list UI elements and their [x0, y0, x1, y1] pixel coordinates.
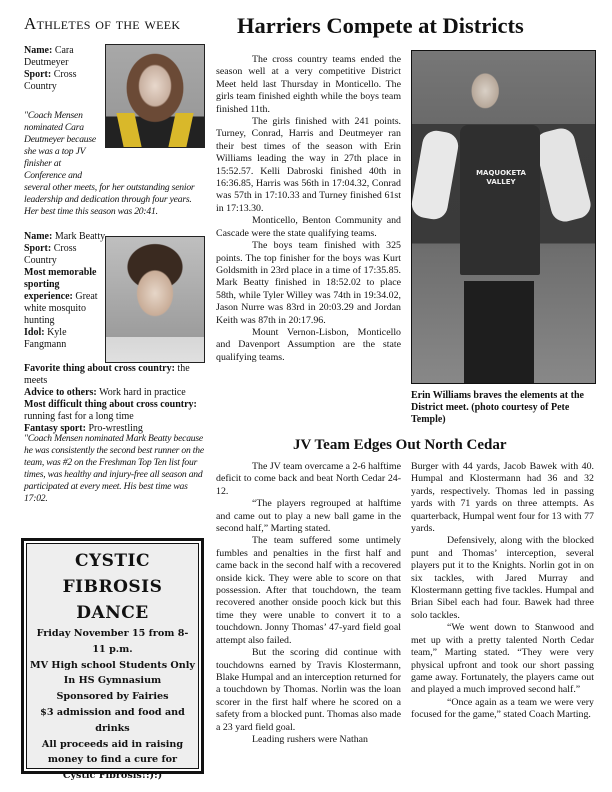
- article-paragraph: The boys team finished with 325 points. The top finisher for the boys was Kurt Goldsmith in 23rd place in a time of 17:35.85. Mark Beatty finished in 18:52.02 to place 58th, while Tyler Willey was 74th in 19:34.02, Jason Nurre was 83rd in 20:03.29 and Jordan Keith was 87th in 20:17.96.: [216, 240, 401, 326]
- athlete-sport: Cross Country: [24, 69, 77, 92]
- ad-line: All proceeds aid in raising money to find a cure for Cystic Fibrosis!:):): [41, 738, 184, 782]
- cystic-fibrosis-dance-ad: [21, 538, 204, 782]
- ad-body: [27, 626, 198, 784]
- cara-deutmeyer-photo: [105, 44, 205, 148]
- ad-inner-frame: [26, 543, 199, 782]
- favorite-label: Favorite thing about cross country:: [24, 363, 175, 374]
- photo-detail: [168, 113, 193, 147]
- mark-extra-info: [24, 363, 214, 435]
- article-paragraph: “We went down to Stanwood and met up with a pretty talented North Cedar team,” Marting stated. “They were very physical upfront and took our short passing game away. Fortunately, the players came out and played a much improved second half.”: [411, 622, 594, 696]
- article-paragraph: Leading rushers were Nathan: [252, 733, 368, 745]
- photo-detail: [464, 281, 534, 383]
- article-paragraph: Mount Vernon-Lisbon, Monticello and Davenport Assumption are the state qualifying teams.: [216, 326, 401, 363]
- article-paragraph: But the scoring did continue with touchdowns earned by Travis Klostermann, Blake Humpal and an interception returned for a touchdown by Thomas. Norlin was the loan scorer in the first half where he scored on a safety from a blocked punt. Thomas also made a 23 yard field goal.: [216, 647, 401, 733]
- fantasy-label: Fantasy sport:: [24, 423, 86, 434]
- sport-label: Sport:: [24, 243, 52, 254]
- photo-detail: [460, 125, 540, 275]
- photo-detail: [532, 126, 593, 225]
- mark-nomination-quote: "Coach Mensen nominated Mark Beatty because he was consistently the second best runner on the team, was #2 on the Freshman Top Ten list four times, was healthy and injury-free all season and participated at every meet. His best time was 17:02.: [24, 433, 204, 504]
- article-paragraph: The girls finished with 241 points. Turney, Conrad, Harris and Deutmeyer ran their best times of the season with Erin Williams leading the way in 27th place in 15:52.57. Kelli Dabroski finished 40th in 16:36.85, Harris was 56th in 17:04.32, Conrad was 57th in 17:10.33 and Turney finished 61st in 17:13.30.: [216, 116, 401, 214]
- ad-line: $3 admission and food and drinks: [40, 706, 185, 734]
- name-label: Name:: [24, 45, 53, 56]
- harriers-headline: Harriers Compete at Districts: [237, 13, 524, 38]
- difficult-label: Most difficult thing about cross country:: [24, 399, 197, 410]
- jersey-text: MAQUOKETA VALLEY: [476, 169, 526, 186]
- ad-line: Sponsored by Fairies: [56, 691, 169, 703]
- article-paragraph: “The players regrouped at halftime and came out to play a new ball game in the second half,” Marting stated.: [216, 498, 401, 535]
- photo-detail: [410, 129, 461, 222]
- idol-label: Idol:: [24, 327, 45, 338]
- article-paragraph: The JV team overcame a 2-6 halftime deficit to come back and beat North Cedar 24-12.: [216, 461, 401, 497]
- advice-value: Work hard in practice: [99, 387, 186, 398]
- article-paragraph: “Once again as a team we were very focused for the game,” stated Coach Marting.: [411, 696, 594, 721]
- ad-line: Friday November 15 from 8-11 p.m.: [36, 628, 189, 655]
- ad-line: In HS Gymnasium: [63, 675, 162, 687]
- cara-nomination-quote-bottom: several other meets, for her outstanding senior leadership and dedication through four years. Her best time this season was 20:41.: [24, 182, 195, 217]
- ad-title: [27, 548, 198, 626]
- ad-title-line: CYSTIC FIBROSIS: [62, 551, 163, 597]
- mark-info: [24, 231, 108, 351]
- harriers-article-body: [216, 54, 401, 364]
- advice-label: Advice to others:: [24, 387, 97, 398]
- athlete-name: Cara Deutmeyer: [24, 45, 74, 68]
- photo-caption: Erin Williams braves the elements at the District meet. (photo courtesy of Pete Temple): [411, 390, 584, 425]
- ad-title-line: DANCE: [76, 603, 149, 623]
- idol-value: Kyle Fangmann: [24, 327, 67, 350]
- article-paragraph: Defensively, along with the blocked punt and Thomas’ interception, several players put it to the Knights. Norlin got in on six tackles, with Jared Murray and Klostermann getting five tackles. Humpal and Brian Sibel each had four. Bawek had three solo tackles.: [411, 535, 594, 621]
- mark-beatty-photo: [105, 236, 205, 363]
- photo-detail: [116, 113, 141, 147]
- jv-headline: JV Team Edges Out North Cedar: [293, 437, 507, 453]
- ad-line: MV High school Students Only: [30, 659, 195, 671]
- athlete-sport: Cross Country: [24, 243, 77, 266]
- athlete-name: Mark Beatty: [54, 231, 106, 242]
- favorite-value: the meets: [24, 363, 190, 386]
- jv-article-column-1: [216, 461, 401, 746]
- sport-label: Sport:: [24, 69, 52, 80]
- athletes-section-title: Athletes of the week: [24, 14, 181, 33]
- fantasy-value: Pro-wrestling: [88, 423, 143, 434]
- difficult-value: running fast for a long time: [24, 411, 134, 422]
- memorable-value: Great white mosquito hunting: [24, 291, 98, 326]
- article-paragraph: The cross country teams ended the season well at a very competitive District Meet held last Thursday in Monticello. The girls team finished eighth while the boys team finished 11th.: [216, 54, 401, 115]
- cara-info: [24, 45, 102, 93]
- article-paragraph: Monticello, Benton Community and Cascade were the state qualifying teams.: [216, 215, 401, 239]
- cara-nomination-quote-top: "Coach Mensen nominated Cara Deutmeyer because she was a top JV finisher at Conference and: [24, 110, 96, 181]
- erin-williams-photo: [411, 50, 596, 384]
- article-paragraph: Burger with 44 yards, Jacob Bawek with 40. Humpal and Klostermann had 36 and 32 yards, respectively. Thomas led in passing yards with 71 yards on three attempts. As quarterback, Humpal went four for 13 with 77 yards.: [411, 461, 594, 535]
- memorable-label: Most memorable sporting experience:: [24, 267, 97, 302]
- article-paragraph: The team suffered some untimely fumbles and penalties in the first half and came back in the second half with a recovered onside kick. They were able to score on that possession. After that touchdown, the team recovered another onside pooch kick but this time they were unable to convert it to a touchdown. Jonny Thomas’ 47-yard field goal attempt also failed.: [216, 535, 401, 646]
- jv-article-column-2: [411, 461, 594, 722]
- name-label: Name:: [24, 231, 53, 242]
